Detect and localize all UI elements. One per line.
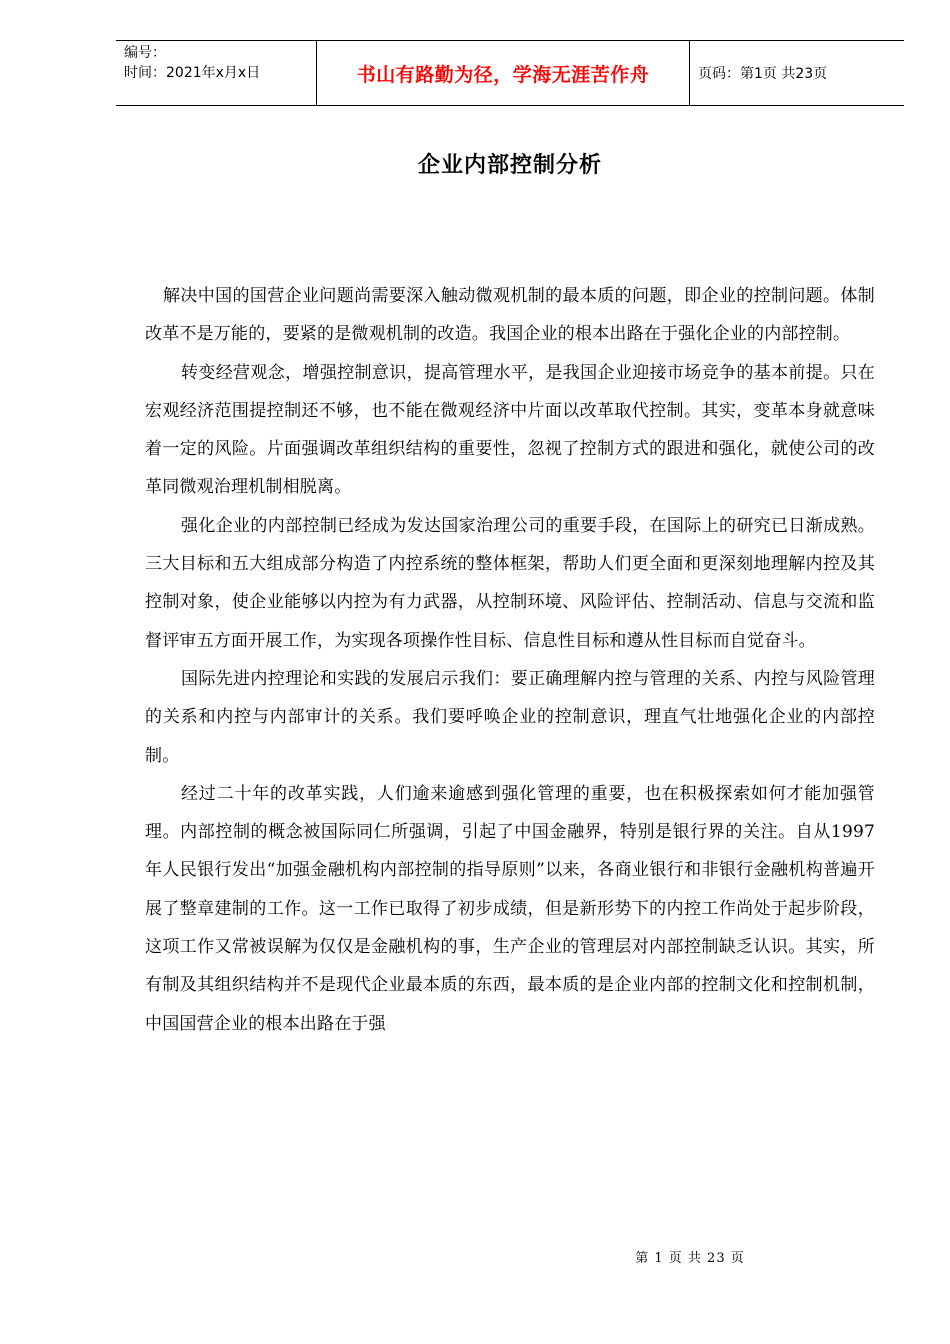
- paragraph: 转变经营观念，增强控制意识，提高管理水平，是我国企业迎接市场竞争的基本前提。只在宏观经济范围提控制还不够，也不能在微观经济中片面以改革取代控制。其实，变革本身就意味着一定的风险。片面强调改革组织结构的重要性，忽视了控制方式的跟进和强化，就使公司的改革同微观治理机制相脱离。: [145, 362, 875, 498]
- paragraph: 解决中国的国营企业问题尚需要深入触动微观机制的最本质的问题，即企业的控制问题。体制改革不是万能的，要紧的是微观机制的改造。我国企业的根本出路在于强化企业的内部控制。: [145, 286, 875, 345]
- document-body: [145, 277, 875, 1043]
- header-page-info: 页码：第1页 共23页: [698, 66, 828, 82]
- paragraph: 强化企业的内部控制已经成为发达国家治理公司的重要手段，在国际上的研究已日渐成熟。三大目标和五大组成部分构造了内控系统的整体框架，帮助人们更全面和更深刻地理解内控及其控制对象，使企业能够以内控为有力武器，从控制环境、风险评估、控制活动、信息与交流和监督评审五方面开展工作，为实现各项操作性目标、信息性目标和遵从性目标而自觉奋斗。: [145, 515, 875, 651]
- time-label: 时间：2021年x月x日: [124, 65, 261, 81]
- header-motto: 书山有路勤为径，学海无涯苦作舟: [316, 41, 690, 105]
- header-meta-cell: [116, 41, 316, 105]
- header-table: [116, 40, 904, 106]
- page-footer: 第 1 页 共 23 页: [635, 1251, 745, 1266]
- document-title: 企业内部控制分析: [417, 153, 602, 178]
- number-label: 编号：: [124, 45, 166, 61]
- paragraph: 经过二十年的改革实践，人们逾来逾感到强化管理的重要，也在积极探索如何才能加强管理。内部控制的概念被国际同仁所强调，引起了中国金融界，特别是银行界的关注。自从1997年人民银行发出“加强金融机构内部控制的指导原则”以来，各商业银行和非银行金融机构普遍开展了整章建制的工作。这一工作已取得了初步成绩，但是新形势下的内控工作尚处于起步阶段，这项工作又常被误解为仅仅是金融机构的事，生产企业的管理层对内部控制缺乏认识。其实，所有制及其组织结构并不是现代企业最本质的东西，最本质的是企业内部的控制文化和控制机制，中国国营企业的根本出路在于强: [145, 783, 875, 1034]
- paragraph: 国际先进内控理论和实践的发展启示我们：要正确理解内控与管理的关系、内控与风险管理的关系和内控与内部审计的关系。我们要呼唤企业的控制意识，理直气壮地强化企业的内部控制。: [145, 668, 875, 766]
